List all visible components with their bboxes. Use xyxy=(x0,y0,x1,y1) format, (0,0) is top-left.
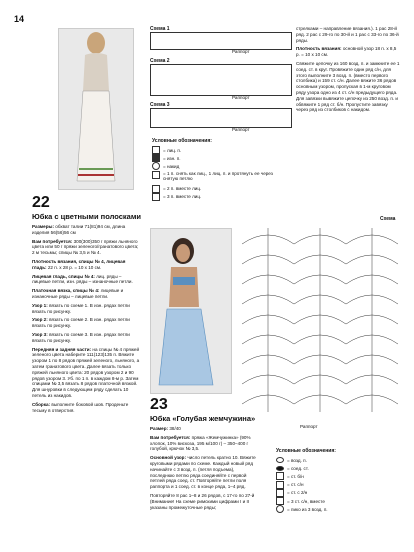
crochet-diagram xyxy=(238,224,406,420)
chart2-label: Схема 2 xyxy=(150,58,170,64)
chart3-repeat-label: Раппорт xyxy=(232,127,250,132)
legend1-item: = 1 п. снять как лиц., 1 лиц. п. и протянуть ее через снятую петлю xyxy=(152,171,302,185)
legend2-item: = соед. ст. xyxy=(276,464,406,472)
stitch2-value: лицевые и изнаночные ряды – лицевые петли. xyxy=(32,288,124,299)
knit-symbol-icon xyxy=(152,146,160,154)
double-crochet-icon xyxy=(276,481,284,489)
model23-text2: Повторяйте 8 рас 1–8 и 26 рядов, с 17-го по 27-й (Внимание! На схеме римскими цифрами I и II указаны промежуточные ряды; xyxy=(150,492,255,510)
model23-text xyxy=(150,426,260,510)
purl-symbol-icon xyxy=(152,154,160,162)
model-photo-22 xyxy=(58,28,134,190)
left-column-text xyxy=(32,224,140,413)
work-value: на спицы № 4 пряжей зеленого цвета наберите 111(123)135 п. Вяжите узором 1 по 8 рядов пряжей зеленого, льняного, а затем гранатового цвета. Далее вязать только пряжей льняного цвета: 20 рядов узором 2 и 90 рядов узором 3. Уб. по 1 п. в каждом 8-м р. Затем спицами № 3,5 вязать 8 рядов платочной вязкой. Для шнуровки в следующем ряду сделать 10 петель из накидов. xyxy=(32,346,140,398)
model23-pattern-value: число петель кратно 10. Вяжите круговыми рядами по схеме. Каждый новый ряд начинайте с 3 возд. п. (петля подъема), последнюю петлю ряда соединяйте с первой петлей ряда соед. ст. Повторяйте петли поля раппорта и 1 соед. ст. в конце ряда, 1–4 ряд. xyxy=(150,455,256,490)
diagram-repeat-label: Раппорт xyxy=(300,424,318,429)
legend2-item: = возд. п. xyxy=(276,456,406,464)
chart3-label: Схема 3 xyxy=(150,102,170,108)
pattern3-label: Узор 3: xyxy=(32,331,48,337)
legend1-item: = изн. п. xyxy=(152,154,302,162)
legend1-item: = 3 п. вместе лиц. xyxy=(152,193,302,201)
legend1-title: Условные обозначения: xyxy=(152,138,212,144)
skirt-illustration xyxy=(59,29,133,189)
stitch1-value: лиц. ряды – лицевые петли, изн. ряды – изнаночные петли. xyxy=(32,273,133,285)
model23-need-label: Вам потребуется: xyxy=(150,434,191,440)
legend1-item: = накид xyxy=(152,162,302,170)
crochet-chart-svg xyxy=(238,224,406,420)
legend2-item: = ст. с 2/н xyxy=(276,489,406,497)
page-number: 14 xyxy=(14,14,25,24)
legend2-item: = пико из 3 возд. п. xyxy=(276,505,406,513)
slip-decrease-icon xyxy=(152,171,160,179)
pattern3-value: вязать по схеме 3. В изн. рядах петли вязать по рисунку. xyxy=(32,331,130,343)
legend-2 xyxy=(276,448,406,513)
crochet-skirt-illustration xyxy=(151,229,231,393)
slip-stitch-icon xyxy=(276,466,284,471)
chart1-label: Схема 1 xyxy=(150,26,170,32)
pattern2-value: вязать по схеме 2. В изн. рядах петли вязать по рисунку. xyxy=(32,317,130,329)
right-density-label: Плотность вязания: xyxy=(296,46,342,52)
right-top-text xyxy=(296,26,400,113)
chart1-repeat-label: Раппорт xyxy=(232,49,250,54)
legend2-item: = 3 ст. с/н, вместе xyxy=(276,497,406,505)
chain-icon xyxy=(276,457,284,463)
model23-need-value: пряжа «Жемчужинка» (90% хлопок, 10% вискоза, 195 м/100 г) – 350–400 г голубой, крючок № 3,5. xyxy=(150,434,251,452)
legend2-item: = ст. б/н xyxy=(276,472,406,480)
model-number-23: 23 xyxy=(150,396,168,413)
sizes-value: обхват талии 71(81)94 см, длина изделия 56(56)56 см xyxy=(32,224,126,235)
model-number-22: 22 xyxy=(32,194,50,211)
legend2-item: = ст. с/н xyxy=(276,481,406,489)
model-photo-23 xyxy=(150,228,232,394)
chart-1 xyxy=(150,32,292,50)
yarn-over-icon xyxy=(152,162,160,170)
need-label: Вам потребуется: xyxy=(32,238,73,244)
treble-crochet-icon xyxy=(276,489,284,497)
finish-label: Сборка: xyxy=(32,401,51,407)
legend-1 xyxy=(152,138,302,201)
model23-pattern-label: Основной узор: xyxy=(150,455,187,461)
k2tog-icon xyxy=(152,185,160,193)
model-title-23: Юбка «Голубая жемчужина» xyxy=(150,414,256,423)
chart2-repeat-label: Раппорт xyxy=(232,95,250,100)
stitch2-label: Платочная вязка, спицы № 4: xyxy=(32,288,100,294)
k3tog-icon xyxy=(152,193,160,201)
model23-size-label: Размер: xyxy=(150,426,169,431)
pattern1-label: Узор 1: xyxy=(32,302,48,308)
density-value: 22 п. х 28 р. = 10 х 10 см. xyxy=(47,264,102,270)
diagram-label: Схема xyxy=(380,216,396,222)
single-crochet-icon xyxy=(276,472,284,480)
picot-icon xyxy=(276,505,284,513)
chart-3 xyxy=(150,108,292,128)
legend1-item: = лиц. п. xyxy=(152,146,302,154)
work-label: Передняя и задняя части: xyxy=(32,346,92,352)
pattern1-value: вязать по схеме 1. В изн. рядах петли вязать по рисунку. xyxy=(32,302,130,314)
finish-value: выполните боковой шов. Проденьте тесьму в отверстия. xyxy=(32,401,129,413)
legend1-item: = 2 п. вместе лиц. xyxy=(152,185,302,193)
legend2-title: Условные обозначения: xyxy=(276,448,336,454)
need-value: 300(300)350 г пряжи льняного цвета или 50 г пряжи зеленого/гранатового цвета; 2 м тесьмы; спицы № 3,5 и № 4. xyxy=(32,238,139,256)
sizes-label: Размеры: xyxy=(32,224,54,229)
stitch1-label: Лицевая гладь, спицы № 4: xyxy=(32,273,95,279)
chart-2 xyxy=(150,64,292,96)
cluster-icon xyxy=(276,497,284,505)
direction-text: стрелками – направление вязания.). 1 рас 28-й ряд. 2 рас с 29-го по 30-й и 1 рас с 33-го по 36-й ряды. xyxy=(296,26,399,43)
right-body-text: Свяжите цепочку из 160 возд. п. и замкните ее 1 соед. ст. в круг. Провяжите один ряд с/н, для этого выполните 3 возд. п. (вместо первого столбика) и 159 ст. с/н. Далее вяжите 36 рядов основным узором, пропуская в 1-м круговом ряду узора одно из 4 ст. с/н предыдущего ряда. Для завязки вывяжите цепочку из 250 возд. п. и обвяжите 1 ряд ст. б/н. Пропустите завязку через ряд из столбиков с накидом. xyxy=(296,60,400,113)
pattern2-label: Узор 2: xyxy=(32,317,48,323)
right-density-value: основной узор 18 п. х 8,5 р. = 10 х 10 см. xyxy=(296,46,397,58)
model23-size-value: 38/40 xyxy=(169,426,181,431)
model-title-22: Юбка с цветными полосками xyxy=(32,212,142,221)
density-label: Плотность вязания, спицы № 4, лицевая гладь: xyxy=(32,258,126,270)
